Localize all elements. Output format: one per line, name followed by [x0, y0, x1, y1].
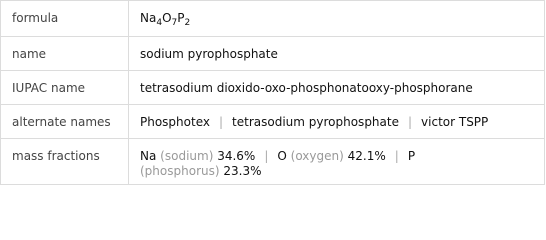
iupac-value: tetrasodium dioxido-oxo-phosphonatooxy-phosphorane: [140, 81, 473, 95]
table-row-mass-fractions: [1, 139, 545, 185]
alternate-names-value: [140, 105, 544, 129]
separator: |: [218, 115, 224, 129]
alternate-name: Phosphotex: [140, 115, 210, 129]
formula-subscript: 7: [171, 18, 178, 28]
separator: |: [394, 149, 399, 163]
row-label: mass fractions: [12, 149, 100, 163]
element-name: (sodium): [160, 149, 214, 163]
mass-fraction: 34.6%: [217, 149, 256, 163]
alternate-name: tetrasodium pyrophosphate: [232, 115, 399, 129]
row-label: alternate names: [12, 115, 111, 129]
separator: |: [264, 149, 269, 163]
name-value: sodium pyrophosphate: [140, 47, 278, 61]
table-row-iupac: [1, 71, 545, 105]
element-symbol: P: [407, 149, 416, 163]
table-row-formula: [1, 1, 545, 37]
formula-subscript: 4: [156, 18, 163, 28]
row-label: formula: [12, 11, 59, 25]
formula-element: Na: [140, 11, 157, 25]
mass-fraction: 23.3%: [223, 164, 262, 178]
element-name: (oxygen): [290, 149, 344, 163]
mass-fractions-value: [140, 139, 544, 179]
formula-element: P: [177, 11, 185, 25]
element-symbol: Na: [140, 149, 157, 163]
formula-value: [140, 1, 544, 28]
row-label: name: [12, 47, 47, 61]
alternate-name: victor TSPP: [421, 115, 489, 129]
element-name: (phosphorus): [140, 164, 220, 178]
mass-fraction: 42.1%: [347, 149, 386, 163]
formula-element: O: [162, 11, 172, 25]
formula-subscript: 2: [184, 18, 191, 28]
table-row-name: [1, 37, 545, 71]
element-symbol: O: [277, 149, 287, 163]
row-label: IUPAC name: [12, 81, 86, 95]
table-row-alternate-names: [1, 105, 545, 139]
separator: |: [407, 115, 413, 129]
